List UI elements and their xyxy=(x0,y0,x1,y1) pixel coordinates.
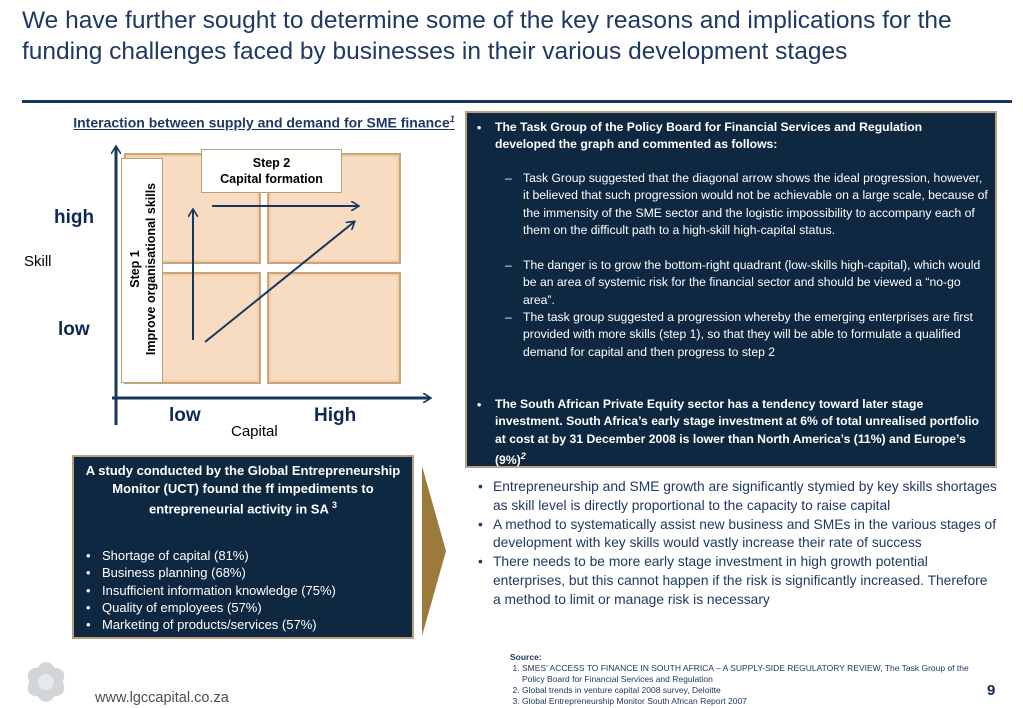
y-high-label: high xyxy=(54,207,95,228)
tg-bullet-2: • xyxy=(477,398,482,412)
list-item: • Shortage of capital (81%) xyxy=(86,547,336,564)
list-item: • Marketing of products/services (57%) xyxy=(86,616,336,633)
chevron-arrow-icon xyxy=(420,466,450,636)
implications-list xyxy=(478,478,998,610)
tg-subitem-1: Task Group suggested that the diagonal arrow shows the ideal progression, however, it believed that such progression would not be achievable on a large scale, because of the immensity of the SME sector and the logistic impossibility to accompany each of them on the difficult path to a high-skill high-capital status. xyxy=(523,171,988,237)
step2-label-box xyxy=(201,149,342,193)
footer-website-link[interactable]: www.lgccapital.co.za xyxy=(95,690,229,706)
step2-title: Step 2 xyxy=(252,156,291,170)
chart-title-ref: 1 xyxy=(449,114,455,124)
list-item: • Insufficient information knowledge (75%) xyxy=(86,582,336,599)
study-heading-text: A study conducted by the Global Entrepreneurship Monitor (UCT) found the ff impediments to entrepreneurial activity in SA xyxy=(85,463,401,517)
x-high-label: High xyxy=(314,405,357,426)
tg-bullet-1: • xyxy=(477,121,482,135)
tg-dash-3: – xyxy=(505,310,512,324)
tg-pe-text xyxy=(495,396,990,469)
step2-subtitle: Capital formation xyxy=(220,172,323,186)
list-item: 3. Global Entrepreneurship Monitor South African Report 2007 xyxy=(522,696,980,707)
study-heading xyxy=(82,462,404,518)
tg-dash-1: – xyxy=(505,171,512,185)
source-notes xyxy=(510,652,980,707)
list-item: • Business planning (68%) xyxy=(86,564,336,581)
step1-title: Step 1 xyxy=(128,250,142,288)
x-axis-label: Capital xyxy=(231,423,278,440)
tg-pe-ref: 2 xyxy=(520,450,526,461)
y-low-label: low xyxy=(58,319,90,340)
tg-subitem-3: The task group suggested a progression whereby the emerging enterprises are first provided with more skills (step 1), so that they will be able to formulate a qualified demand for capital and then progress to step 2 xyxy=(523,310,973,359)
step1-rotated-text xyxy=(127,158,159,380)
step1-subtitle: Improve organisational skills xyxy=(144,182,158,356)
tg-heading: The Task Group of the Policy Board for Financial Services and Regulation developed the graph and commented as follows: xyxy=(495,120,923,152)
source-list xyxy=(510,663,980,707)
list-item: 2. Global trends in venture capital 2008 survey, Deloitte xyxy=(522,685,980,696)
study-panel xyxy=(72,455,414,639)
page-number: 9 xyxy=(987,682,996,699)
x-low-label: low xyxy=(169,405,201,426)
source-label: Source: xyxy=(510,652,542,662)
list-item: • Quality of employees (57%) xyxy=(86,599,336,616)
list-item: • Entrepreneurship and SME growth are significantly stymied by key skills shortages as skill level is directly proportional to the capacity to raise capital xyxy=(478,478,998,516)
chart-title-text: Interaction between supply and demand for SME finance xyxy=(73,114,450,131)
list-item: 1. SMES’ ACCESS TO FINANCE IN SOUTH AFRICA – A SUPPLY-SIDE REGULATORY REVIEW, The Task Group of the Policy Board for Financial Services and Regulation xyxy=(522,663,980,685)
diagonal-arrow xyxy=(205,222,354,342)
list-item: • A method to systematically assist new business and SMEs in the various stages of development with key skills would vastly increase their rate of success xyxy=(478,516,998,554)
page-title: We have further sought to determine some of the key reasons and implications for the funding challenges faced by businesses in their various development stages xyxy=(22,7,952,65)
list-item: • There needs to be more early stage investment in high growth potential enterprises, but this cannot happen if the risk is significantly increased. Therefore a method to limit or manage risk is necessary xyxy=(478,553,998,609)
task-group-panel xyxy=(465,111,997,468)
tg-pe-text-body: The South African Private Equity sector has a tendency toward later stage investment. South Africa’s early stage investment at 6% of total unrealised portfolio at cost at by 31 December 2008 is lower than North America’s (11%) and Europe’s (9%) xyxy=(495,397,979,467)
study-heading-ref: 3 xyxy=(332,500,338,510)
study-impediments-list xyxy=(86,547,336,633)
step1-label-box xyxy=(121,158,163,383)
tg-subitem-2: The danger is to grow the bottom-right quadrant (low-skills high-capital), which would be an area of systemic risk for the financial sector and should be viewed a “no-go area”. xyxy=(523,258,981,307)
tg-dash-2: – xyxy=(505,258,512,272)
company-logo-icon xyxy=(2,652,90,708)
y-axis-label: Skill xyxy=(24,253,52,270)
